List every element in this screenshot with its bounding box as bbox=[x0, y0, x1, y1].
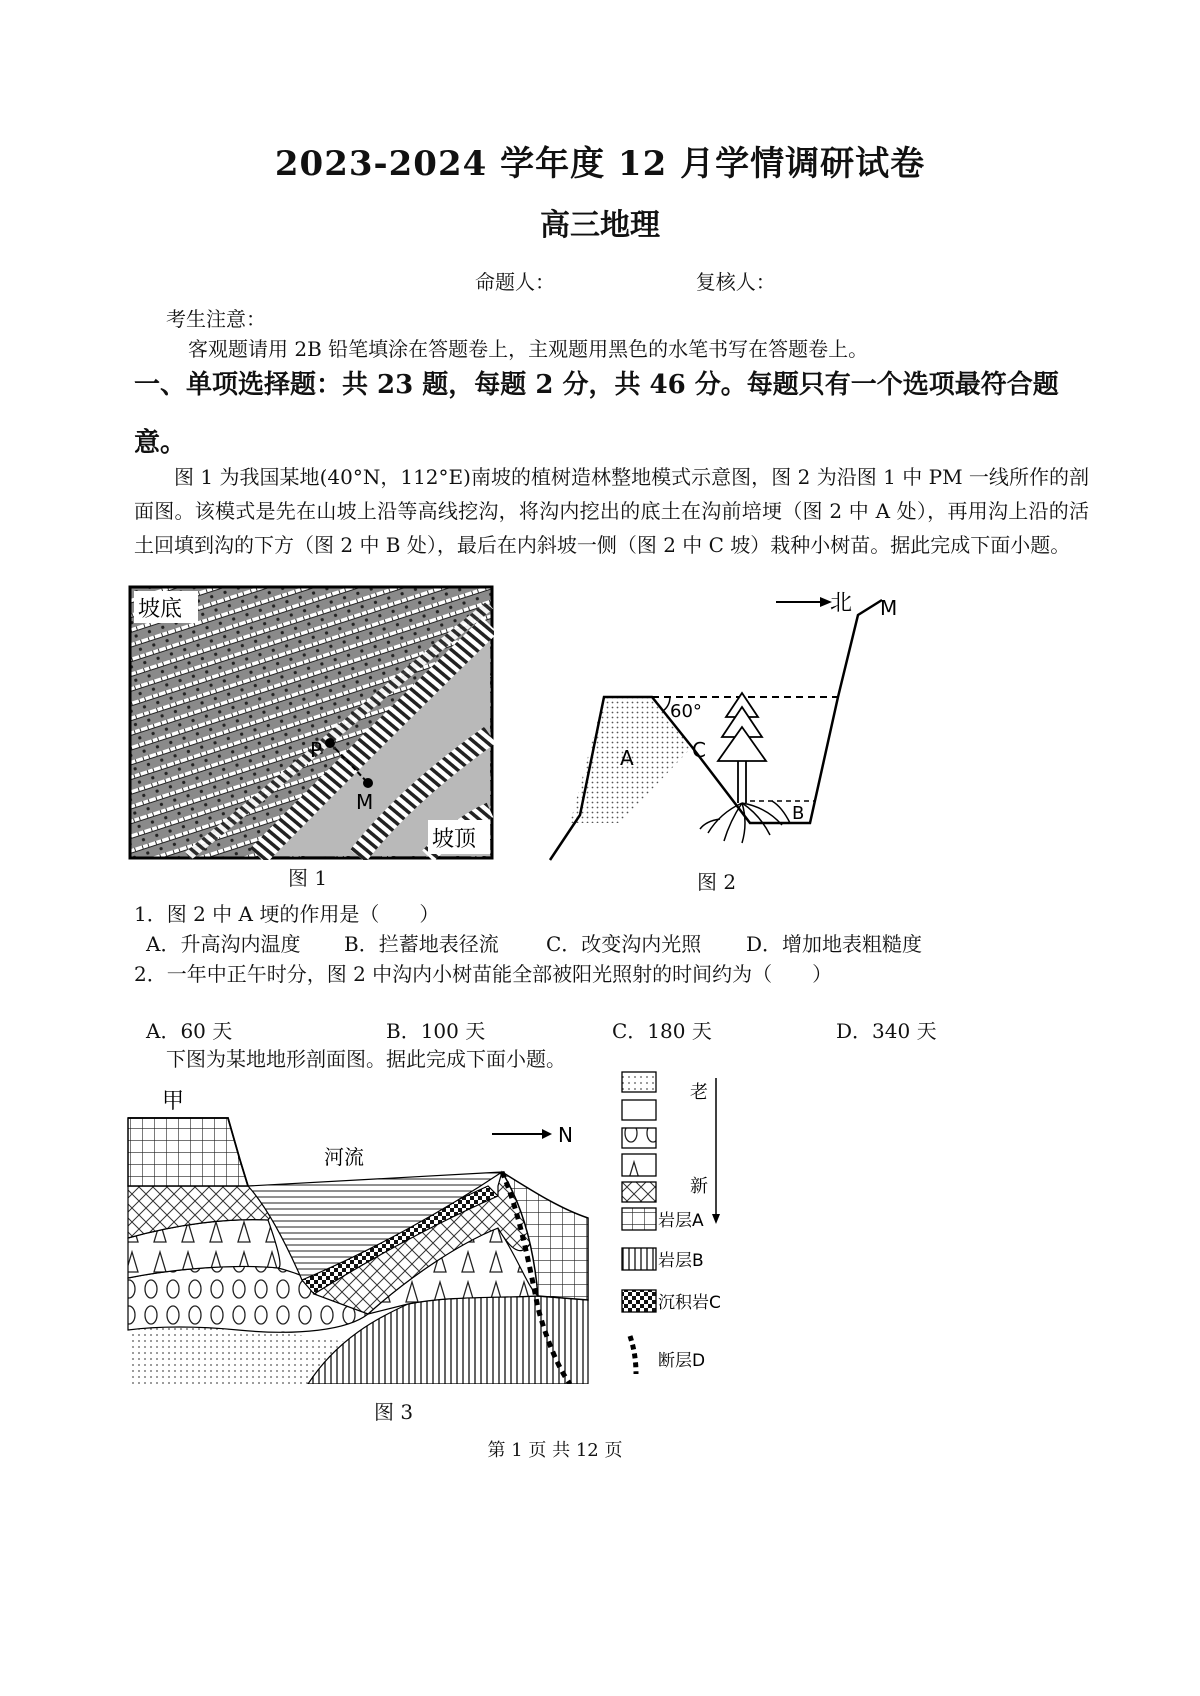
fig1-label-p: P bbox=[310, 738, 323, 762]
fig1-label-m: M bbox=[356, 790, 374, 814]
fig3-caption: 图 3 bbox=[374, 1400, 414, 1424]
figure-2 bbox=[520, 585, 920, 870]
legend-old: 老 bbox=[690, 1082, 708, 1103]
legend-swatch-vlines bbox=[622, 1248, 656, 1270]
page-footer: 第 1 页 共 12 页 bbox=[487, 1440, 623, 1461]
legend-label-b: 岩层B bbox=[658, 1251, 704, 1271]
legend-new: 新 bbox=[690, 1176, 708, 1197]
fig3-label-river: 河流 bbox=[324, 1145, 364, 1169]
tree-icon bbox=[718, 693, 766, 803]
q1-option-c: C．改变沟内光照 bbox=[546, 932, 702, 956]
legend-swatch-crosshatch bbox=[622, 1182, 656, 1202]
fig2-north: 北 bbox=[830, 591, 853, 616]
fig1-caption: 图 1 bbox=[288, 866, 328, 890]
fig2-label-b: B bbox=[792, 803, 805, 824]
fig2-label-a: A bbox=[620, 746, 634, 770]
legend-label-d: 断层D bbox=[658, 1351, 706, 1371]
section-heading-line2: 意。 bbox=[134, 428, 187, 458]
passage-2: 下图为某地地形剖面图。据此完成下面小题。 bbox=[166, 1047, 566, 1071]
legend-swatch-checker bbox=[622, 1290, 656, 1312]
checker-label: 复核人： bbox=[695, 270, 776, 294]
q1-option-b: B．拦蓄地表径流 bbox=[344, 932, 499, 956]
question-2-stem: 2．一年中正午时分，图 2 中沟内小树苗能全部被阳光照射的时间约为（ ） bbox=[134, 962, 833, 986]
legend-label-a: 岩层A bbox=[658, 1211, 704, 1231]
section-heading bbox=[134, 356, 1094, 472]
fig3-label-n: N bbox=[558, 1123, 573, 1147]
q1-option-a: A．升高沟内温度 bbox=[146, 932, 301, 956]
legend-swatch-dots bbox=[622, 1072, 656, 1092]
legend-label-c: 沉积岩C bbox=[658, 1293, 721, 1313]
q2-option-a: A．60 天 bbox=[146, 1019, 233, 1043]
section-heading-line1: 一、单项选择题：共 23 题，每题 2 分，共 46 分。每题只有一个选项最符合题 bbox=[134, 370, 1059, 400]
fig1-label-bottom: 坡顶 bbox=[432, 827, 477, 852]
legend-swatch-triangles bbox=[622, 1154, 656, 1176]
fig2-label-m: M bbox=[880, 596, 898, 620]
fig2-angle: 60° bbox=[670, 701, 702, 722]
legend-swatch-grid bbox=[622, 1208, 656, 1230]
exam-title: 2023-2024 学年度 12 月学情调研试卷 bbox=[274, 144, 926, 184]
passage-1: 图 1 为我国某地(40°N，112°E)南坡的植树造林整地模式示意图，图 2 为沿图 1 中 PM 一线所作的剖面图。该模式是先在山坡上沿等高线挖沟，将沟内挖出的底土在沟前培埂（图 2 中 A 处），再用沟上沿的活土回填到沟的下方（图 2 中 B 处），最后在内斜坡一侧（图 2 中 C 坡）栽种小树苗。据此完成下面小题。 bbox=[134, 465, 1089, 557]
point-p bbox=[325, 738, 335, 748]
question-1-stem: 1．图 2 中 A 埂的作用是（ ） bbox=[134, 902, 440, 926]
legend-swatch-fault bbox=[630, 1336, 636, 1374]
figure-1 bbox=[128, 585, 494, 860]
figure-3 bbox=[118, 1068, 618, 1384]
point-m bbox=[363, 778, 373, 788]
notice-text: 客观题请用 2B 铅笔填涂在答题卷上，主观题用黑色的水笔书写在答题卷上。 bbox=[188, 337, 869, 361]
fig2-caption: 图 2 bbox=[697, 870, 737, 894]
q2-option-c: C．180 天 bbox=[612, 1019, 712, 1043]
q1-option-d: D．增加地表粗糙度 bbox=[746, 932, 923, 956]
fig2-label-c: C bbox=[692, 738, 706, 762]
q2-option-b: B．100 天 bbox=[386, 1019, 486, 1043]
fig1-label-top: 坡底 bbox=[138, 597, 183, 622]
q2-option-d: D．340 天 bbox=[836, 1019, 937, 1043]
legend-swatch-blank bbox=[622, 1100, 656, 1120]
figure-3-legend bbox=[620, 1068, 750, 1390]
setter-label: 命题人： bbox=[475, 270, 555, 294]
authors-line bbox=[475, 266, 776, 295]
exam-subject: 高三地理 bbox=[540, 208, 660, 243]
legend-swatch-ovals bbox=[622, 1128, 656, 1148]
fig3-label-jia: 甲 bbox=[162, 1089, 185, 1114]
notice-label: 考生注意： bbox=[166, 307, 266, 331]
